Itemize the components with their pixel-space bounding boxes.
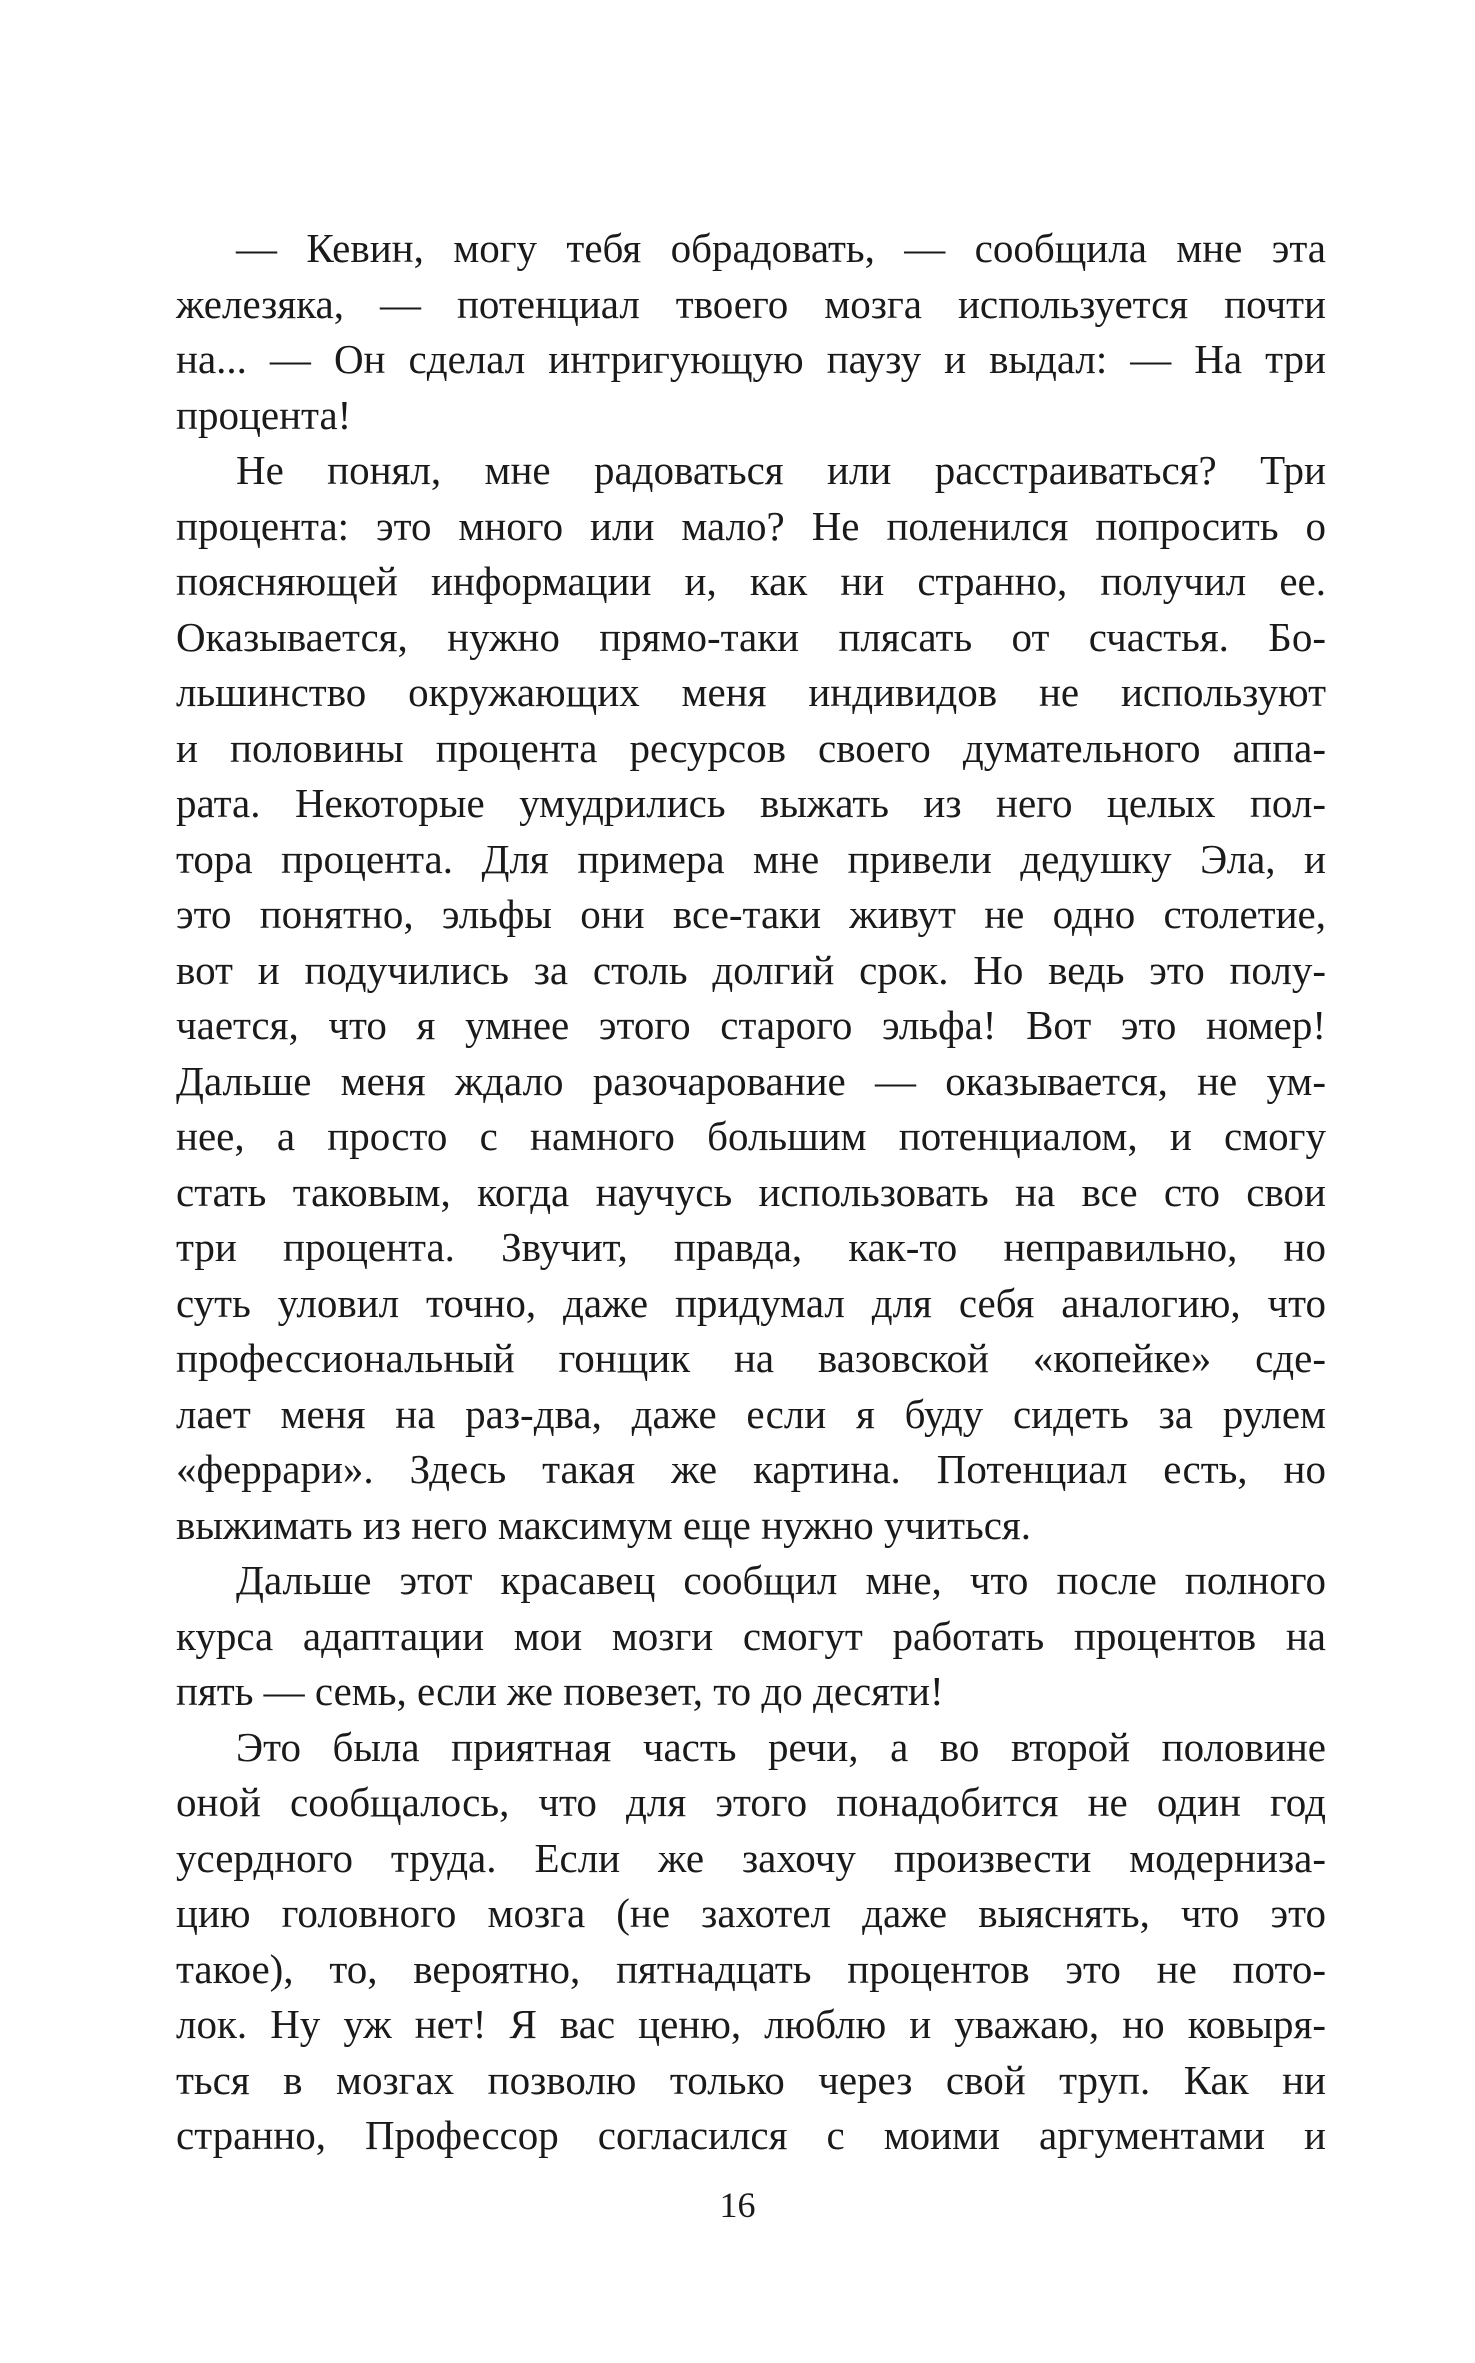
text-line: лок. Ну уж нет! Я вас ценю, люблю и уважаю, но ковыря- <box>176 2001 1326 2047</box>
text-line: выжимать из него максимум еще нужно учиться. <box>176 1501 1032 1548</box>
text-line: Это была приятная часть речи, а во второй половине <box>236 1723 1326 1770</box>
text-line: поясняющей информации и, как ни странно, получил ее. <box>176 558 1326 604</box>
text-line: и половины процента ресурсов своего думательного аппа- <box>176 724 1326 771</box>
text-line: чается, что я умнее этого старого эльфа! Вот это номер! <box>176 1002 1326 1048</box>
page-number: 16 <box>719 2185 756 2225</box>
text-line: тора процента. Для примера мне привели дедушку Эла, и <box>176 835 1326 882</box>
text-line: вот и подучились за столь долгий срок. Но ведь это полу- <box>176 946 1326 993</box>
text-line: «феррари». Здесь такая же картина. Потенциал есть, но <box>176 1446 1326 1492</box>
text-line: процента: это много или мало? Не поленился попросить о <box>176 502 1326 549</box>
text-line: — Кевин, могу тебя обрадовать, — сообщила мне эта <box>236 225 1326 271</box>
text-line: такое), то, вероятно, пятнадцать процентов это не пото- <box>176 1945 1326 1992</box>
text-line: усердного труда. Если же захочу произвести модерниза- <box>176 1834 1326 1881</box>
text-line: оной сообщалось, что для этого понадобится не один год <box>176 1779 1326 1825</box>
text-line: нее, а просто с намного большим потенциалом, и смогу <box>176 1113 1326 1159</box>
body-text <box>176 221 1326 2164</box>
text-line: рата. Некоторые умудрились выжать из него целых пол- <box>176 780 1326 826</box>
text-line: пять — семь, если же повезет, то до десяти! <box>176 1668 944 1714</box>
text-line: курса адаптации мои мозги смогут работать процентов на <box>176 1612 1326 1659</box>
text-line: на... — Он сделал интригующую паузу и выдал: — На три <box>176 336 1326 382</box>
text-line: суть уловил точно, даже придумал для себя аналогию, что <box>176 1279 1326 1326</box>
text-line: профессиональный гонщик на вазовской «копейке» сде- <box>176 1335 1326 1381</box>
text-line: Не понял, мне радоваться или расстраиваться? Три <box>236 447 1326 493</box>
text-line: Дальше этот красавец сообщил мне, что после полного <box>236 1557 1326 1603</box>
text-line: три процента. Звучит, правда, как-то неправильно, но <box>176 1224 1326 1270</box>
text-line: лает меня на раз-два, даже если я буду сидеть за рулем <box>176 1390 1326 1437</box>
text-line: Оказывается, нужно прямо-таки плясать от счастья. Бо- <box>176 613 1326 660</box>
text-line: железяка, — потенциал твоего мозга используется почти <box>176 280 1326 327</box>
text-line: ться в мозгах позволю только через свой труп. Как ни <box>176 2056 1326 2103</box>
text-line: цию головного мозга (не захотел даже выяснять, что это <box>176 1890 1326 1936</box>
text-line: странно, Профессор согласился с моими аргументами и <box>176 2112 1326 2158</box>
text-line: льшинство окружающих меня индивидов не используют <box>176 669 1326 715</box>
text-line: это понятно, эльфы они все-таки живут не одно столетие, <box>176 891 1326 937</box>
text-line: стать таковым, когда научусь использовать на все сто свои <box>176 1168 1326 1215</box>
text-line: Дальше меня ждало разочарование — оказывается, не ум- <box>176 1057 1326 1104</box>
text-line: процента! <box>176 391 352 438</box>
